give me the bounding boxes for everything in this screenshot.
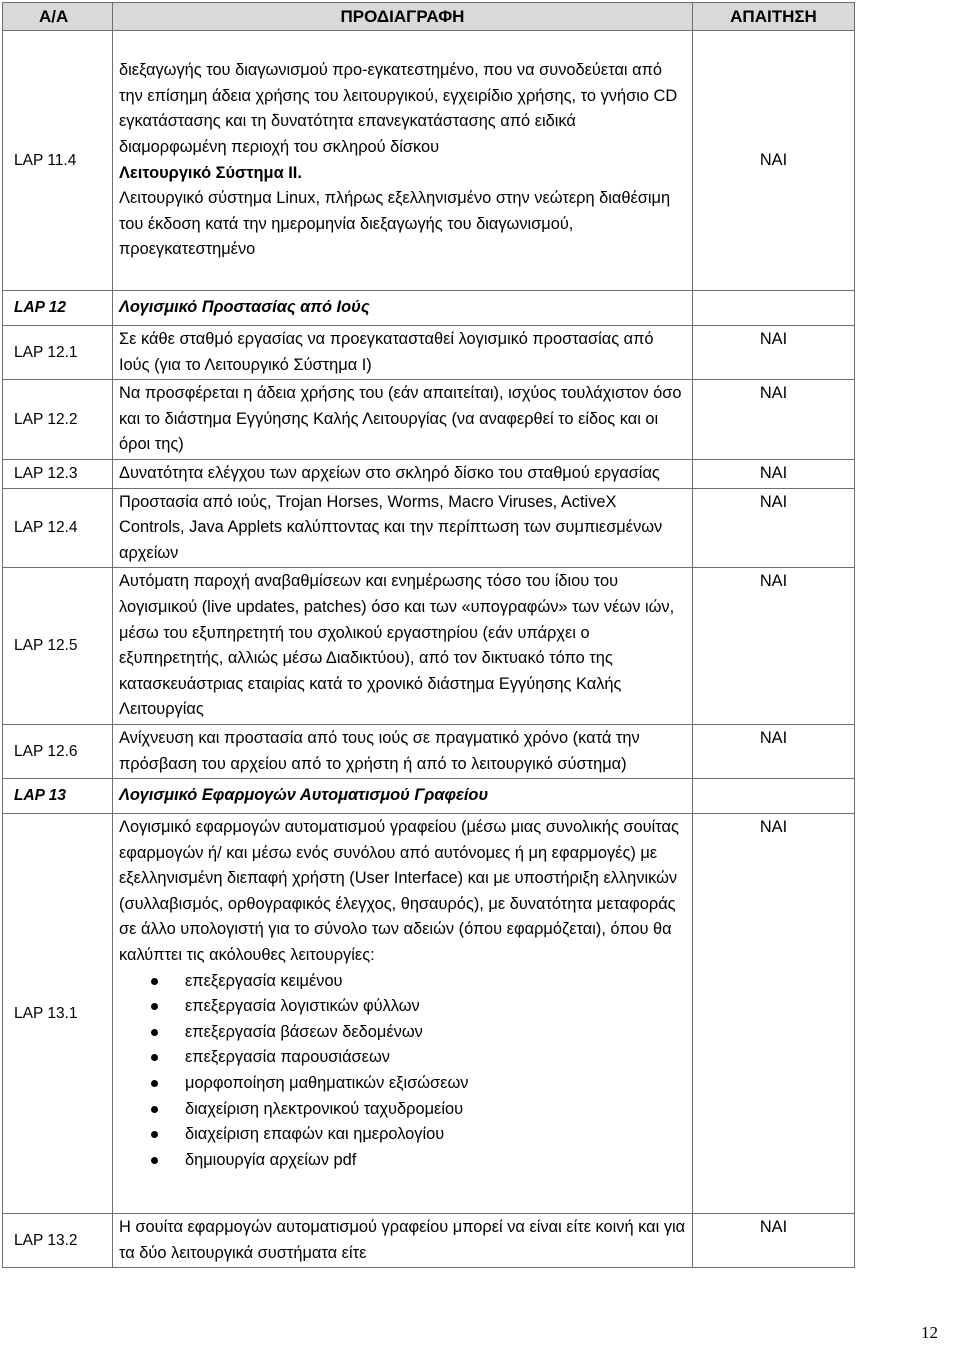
row-id: LAP 12.6 xyxy=(3,724,113,778)
function-list xyxy=(119,969,686,1174)
table-row xyxy=(3,326,855,380)
row-spec: Ανίχνευση και προστασία από τους ιούς σε πραγματικό χρόνο (κατά την πρόσβαση του αρχείου από το χρήστη ή από το λειτουργικό σύστημα) xyxy=(113,724,693,778)
list-item: διαχείριση επαφών και ημερολογίου xyxy=(185,1122,686,1148)
row-spec xyxy=(113,814,693,1214)
spec-table xyxy=(2,2,855,1268)
header-id: Α/Α xyxy=(3,3,113,31)
table-header xyxy=(3,3,855,31)
table-row xyxy=(3,459,855,488)
spec-text: Λογισμικό εφαρμογών αυτοματισμού γραφείου (μέσω μιας συνολικής σουίτας εφαρμογών ή/ και μέσω ενός συνόλου από αυτόνομες ή μη εφαρμογές) με εξελληνισμένη διεπαφή χρήστη (User Interface) και με υποστήριξη ελληνικών (συλλαβισμός, ορθογραφικός έλεγχος, θησαυρός), με δυνατότητα μεταφοράς σε άλλο υπολογιστή για το σύνολο των αδειών (όπου εφαρμόζεται), όπου θα καλύπτει τις ακόλουθες λειτουργίες: xyxy=(119,818,679,965)
table-row xyxy=(3,814,855,1214)
row-id: LAP 13.1 xyxy=(3,814,113,1214)
list-item: δημιουργία αρχείων pdf xyxy=(185,1148,686,1174)
table-row xyxy=(3,380,855,460)
row-id: LAP 12.2 xyxy=(3,380,113,460)
row-id: LAP 13.2 xyxy=(3,1214,113,1268)
table-row xyxy=(3,568,855,725)
group-title: Λογισμικό Προστασίας από Ιούς xyxy=(113,291,693,326)
row-spec xyxy=(113,31,693,291)
spec-intro: διεξαγωγής του διαγωνισμού προ-εγκατεστημένο, που να συνοδεύεται από την επίσημη άδεια χρήσης του λειτουργικού, εγχειρίδιο χρήσης, το γνήσιο CD εγκατάστασης και τη δυνατότητα επανεγκατάστασης από ειδικά διαμορφωμένη περιοχή του σκληρού δίσκου xyxy=(119,61,678,156)
row-spec: Σε κάθε σταθμό εργασίας να προεγκατασταθεί λογισμικό προστασίας από Ιούς (για το Λειτουργικό Σύστημα Ι) xyxy=(113,326,693,380)
row-id: LAP 12.3 xyxy=(3,459,113,488)
list-item: επεξεργασία λογιστικών φύλλων xyxy=(185,994,686,1020)
row-spec: Δυνατότητα ελέγχου των αρχείων στο σκληρό δίσκο του σταθμού εργασίας xyxy=(113,459,693,488)
spec-title: Λειτουργικό Σύστημα ΙΙ. xyxy=(119,163,302,182)
row-spec: Προστασία από ιούς, Trojan Horses, Worms, Macro Viruses, ActiveX Controls, Java Applets καλύπτοντας και την περίπτωση των συμπιεσμένων αρχείων xyxy=(113,488,693,568)
list-item: επεξεργασία βάσεων δεδομένων xyxy=(185,1020,686,1046)
page-number: 12 xyxy=(921,1323,938,1343)
row-req: ΝΑΙ xyxy=(693,488,855,568)
group-id: LAP 12 xyxy=(3,291,113,326)
row-req: ΝΑΙ xyxy=(693,459,855,488)
row-req: ΝΑΙ xyxy=(693,568,855,725)
table-row xyxy=(3,488,855,568)
row-id: LAP 11.4 xyxy=(3,31,113,291)
group-id: LAP 13 xyxy=(3,779,113,814)
row-req: ΝΑΙ xyxy=(693,380,855,460)
list-item: επεξεργασία κειμένου xyxy=(185,969,686,995)
table-row xyxy=(3,724,855,778)
row-id: LAP 12.4 xyxy=(3,488,113,568)
row-id: LAP 12.5 xyxy=(3,568,113,725)
group-req xyxy=(693,291,855,326)
list-item: διαχείριση ηλεκτρονικού ταχυδρομείου xyxy=(185,1097,686,1123)
list-item: επεξεργασία παρουσιάσεων xyxy=(185,1045,686,1071)
row-spec: Αυτόματη παροχή αναβαθμίσεων και ενημέρωσης τόσο του ίδιου του λογισμικού (live updates, patches) όσο και των «υπογραφών» των νέων ιών, μέσω του εξυπηρετητή του σχολικού εργαστηρίου (εάν υπάρχει ο εξυπηρετητής, αλλιώς μέσω Διαδικτύου), από τον δικτυακό τόπο της κατασκευάστριας εταιρίας κατά το χρονικό διάστημα Εγγύησης Καλής Λειτουργίας xyxy=(113,568,693,725)
row-req: ΝΑΙ xyxy=(693,814,855,1214)
header-spec: ΠΡΟΔΙΑΓΡΑΦΗ xyxy=(113,3,693,31)
row-spec: Η σουίτα εφαρμογών αυτοματισμού γραφείου μπορεί να είναι είτε κοινή και για τα δύο λειτουργικά συστήματα είτε xyxy=(113,1214,693,1268)
row-req: ΝΑΙ xyxy=(693,326,855,380)
spec-text: Λειτουργικό σύστημα Linux, πλήρως εξελληνισμένο στην νεώτερη διαθέσιμη του έκδοση κατά την ημερομηνία διεξαγωγής του διαγωνισμού, προεγκατεστημένο xyxy=(119,189,671,259)
row-id: LAP 12.1 xyxy=(3,326,113,380)
row-req: ΝΑΙ xyxy=(693,724,855,778)
group-req xyxy=(693,779,855,814)
group-row xyxy=(3,779,855,814)
table-row xyxy=(3,31,855,291)
row-req: ΝΑΙ xyxy=(693,1214,855,1268)
list-item: μορφοποίηση μαθηματικών εξισώσεων xyxy=(185,1071,686,1097)
table-row xyxy=(3,1214,855,1268)
row-req: ΝΑΙ xyxy=(693,31,855,291)
group-title: Λογισμικό Εφαρμογών Αυτοματισμού Γραφείου xyxy=(113,779,693,814)
header-req: ΑΠΑΙΤΗΣΗ xyxy=(693,3,855,31)
group-row xyxy=(3,291,855,326)
row-spec: Να προσφέρεται η άδεια χρήσης του (εάν απαιτείται), ισχύος τουλάχιστον όσο και το διάστημα Εγγύησης Καλής Λειτουργίας (να αναφερθεί το είδος και οι όροι της) xyxy=(113,380,693,460)
